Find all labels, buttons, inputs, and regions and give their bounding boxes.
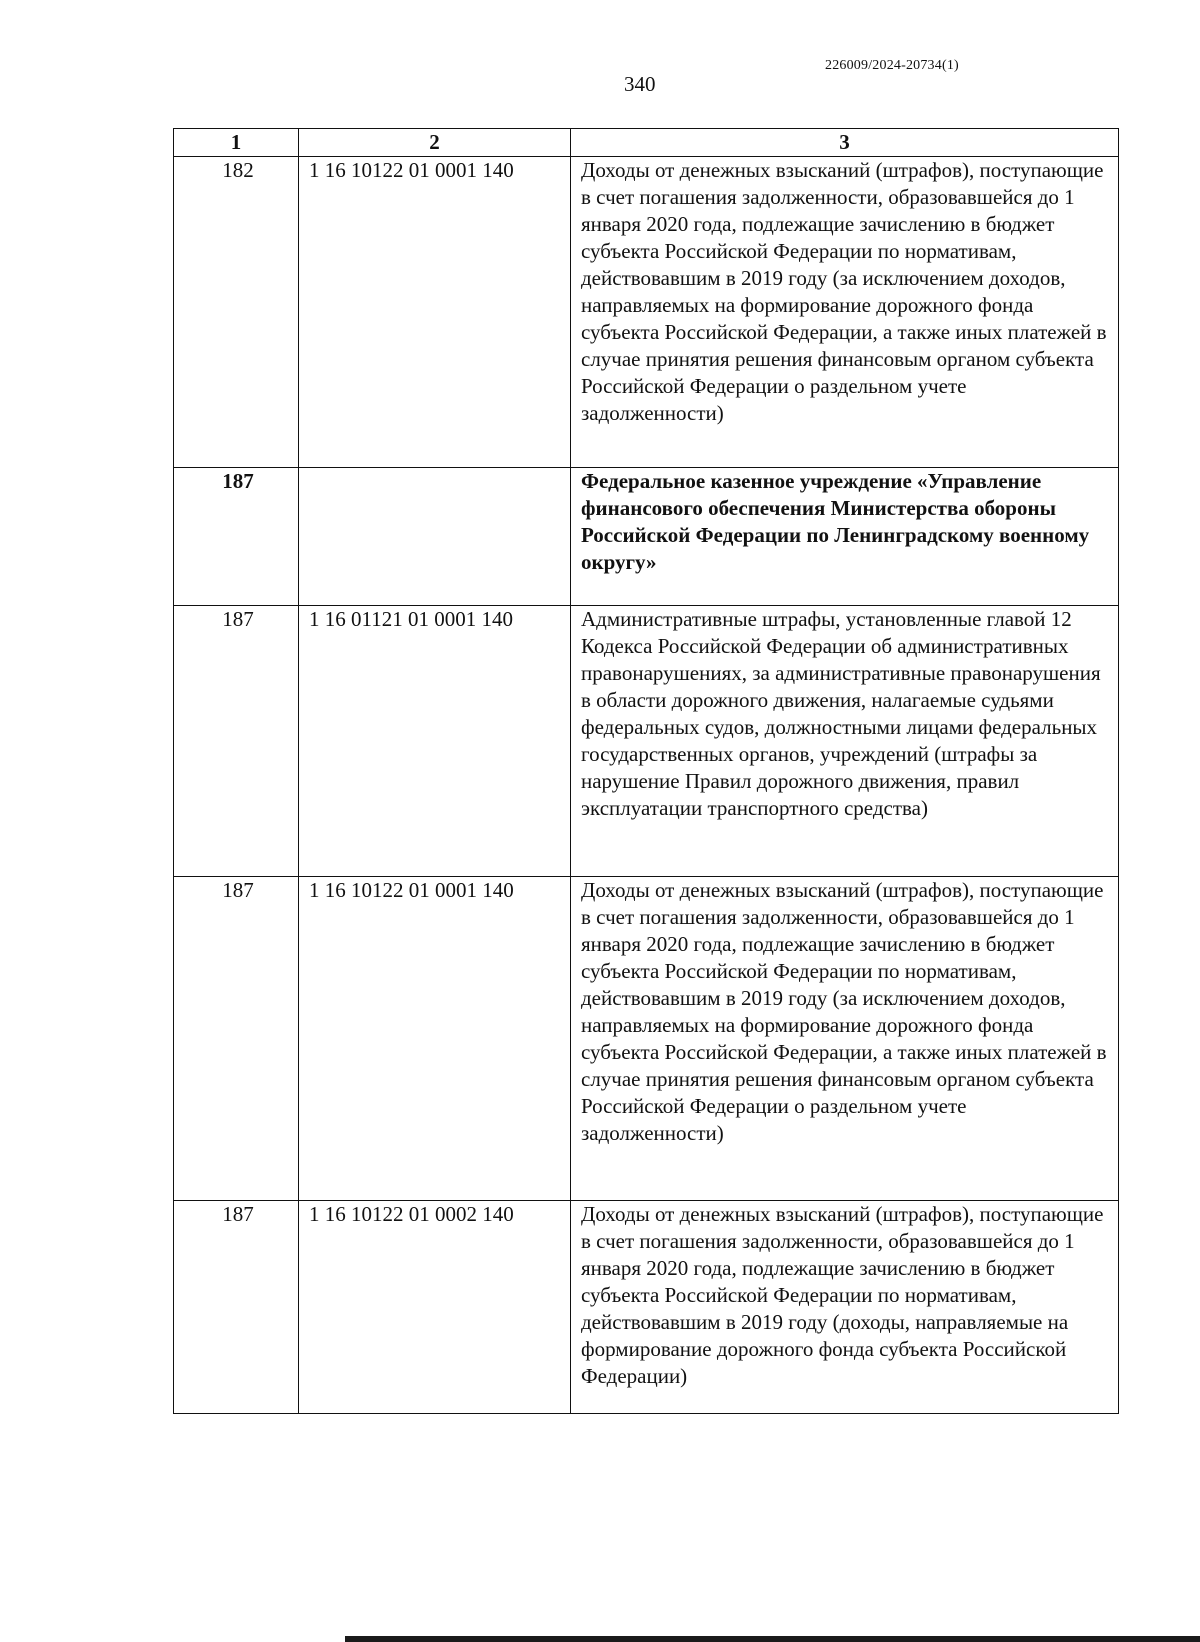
admin-code-cell: 187: [174, 606, 299, 877]
table-row: [174, 606, 1119, 877]
admin-code-cell: 187: [174, 877, 299, 1201]
table-body: [174, 157, 1119, 1414]
admin-code-cell: 187: [174, 1201, 299, 1414]
organization-name-cell: Федеральное казенное учреждение «Управление финансового обеспечения Министерства обороны Российской Федерации по Ленинградскому военному округу»: [571, 468, 1119, 606]
budget-code-cell: 1 16 10122 01 0002 140: [299, 1201, 571, 1414]
column-header-3: 3: [571, 129, 1119, 157]
scan-edge-rule: [345, 1636, 1200, 1642]
description-cell: Доходы от денежных взысканий (штрафов), поступающие в счет погашения задолженности, образовавшейся до 1 января 2020 года, подлежащие зачислению в бюджет субъекта Российской Федерации по нормативам, действовавшим в 2019 году (за исключением доходов, направляемых на формирование дорожного фонда субъекта Российской Федерации, а также иных платежей в случае принятия решения финансовым органом субъекта Российской Федерации о раздельном учете задолженности): [571, 157, 1119, 468]
admin-code-cell: 182: [174, 157, 299, 468]
table-row: [174, 1201, 1119, 1414]
table-row-organization: [174, 468, 1119, 606]
budget-code-cell: 1 16 10122 01 0001 140: [299, 157, 571, 468]
document-id: 226009/2024-20734(1): [825, 58, 959, 73]
budget-code-cell: 1 16 01121 01 0001 140: [299, 606, 571, 877]
column-header-1: 1: [174, 129, 299, 157]
budget-classification-table: [173, 128, 1119, 1414]
admin-code-cell: 187: [174, 468, 299, 606]
description-cell: Административные штрафы, установленные главой 12 Кодекса Российской Федерации об административных правонарушениях, за административные правонарушения в области дорожного движения, налагаемые судьями федеральных судов, должностными лицами федеральных государственных органов, учреждений (штрафы за нарушение Правил дорожного движения, правил эксплуатации транспортного средства): [571, 606, 1119, 877]
table-row: [174, 877, 1119, 1201]
column-header-2: 2: [299, 129, 571, 157]
description-cell: Доходы от денежных взысканий (штрафов), поступающие в счет погашения задолженности, образовавшейся до 1 января 2020 года, подлежащие зачислению в бюджет субъекта Российской Федерации по нормативам, действовавшим в 2019 году (за исключением доходов, направляемых на формирование дорожного фонда субъекта Российской Федерации, а также иных платежей в случае принятия решения финансовым органом субъекта Российской Федерации о раздельном учете задолженности): [571, 877, 1119, 1201]
table-header: [174, 129, 1119, 157]
description-cell: Доходы от денежных взысканий (штрафов), поступающие в счет погашения задолженности, образовавшейся до 1 января 2020 года, подлежащие зачислению в бюджет субъекта Российской Федерации по нормативам, действовавшим в 2019 году (доходы, направляемые на формирование дорожного фонда субъекта Российской Федерации): [571, 1201, 1119, 1414]
table-row: [174, 157, 1119, 468]
table-header-row: [174, 129, 1119, 157]
budget-code-cell: [299, 468, 571, 606]
budget-code-cell: 1 16 10122 01 0001 140: [299, 877, 571, 1201]
page-number: 340: [624, 72, 656, 96]
